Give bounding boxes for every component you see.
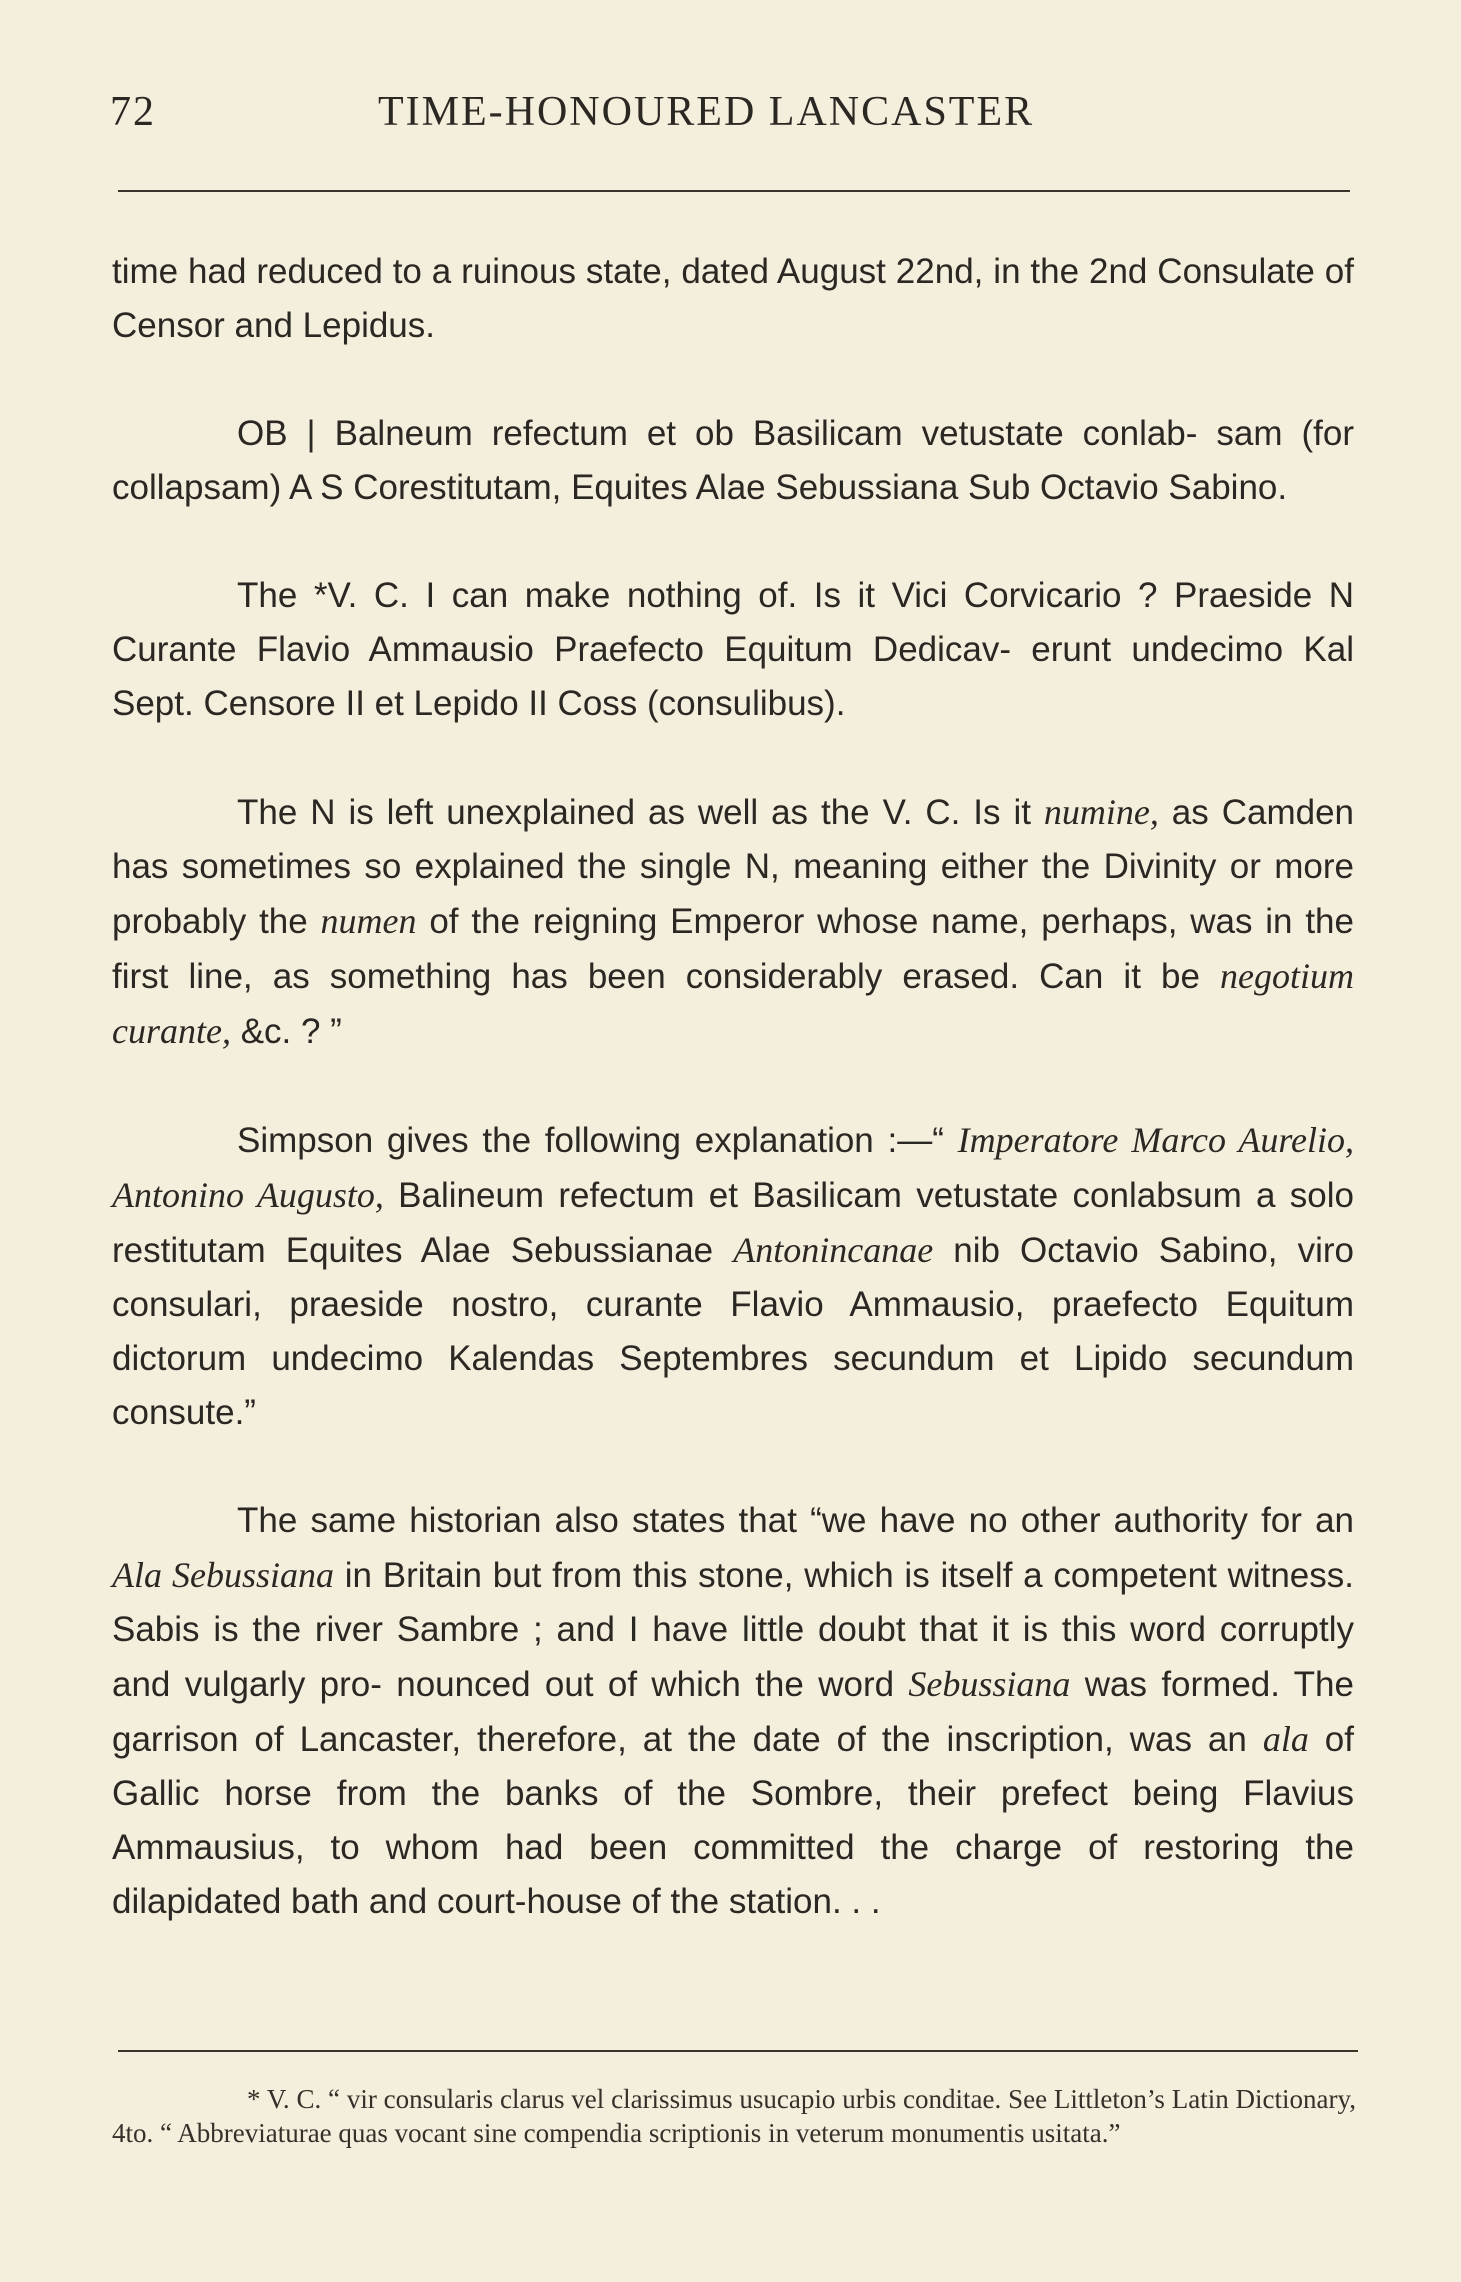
paragraph-6-text-d: of Gallic horse from the banks of the Sombre, their prefect being Flavius Ammausius, to whom had been committed the charge of restoring the dilapidated bath and court-house of the station. . . bbox=[112, 1720, 1354, 1921]
paragraph-2-text: OB | Balneum refectum et ob Basilicam vetustate conlab- sam (for collapsam) A S Corestitutam, Equites Alae Sebussiana Sub Octavio Sabino. bbox=[112, 414, 1354, 507]
header-rule bbox=[118, 190, 1350, 192]
paragraph-6 bbox=[112, 1494, 1354, 1929]
paragraph-5-text-b: Balineum refectum et Basilicam vetustate conlabsum a solo restitutam Equites Alae Sebussianae bbox=[112, 1176, 1354, 1270]
paragraph-4-text-a: The N is left unexplained as well as the V. C. Is it bbox=[237, 793, 1044, 832]
paragraph-4-text-b: as Camden has sometimes so explained the single N, meaning either the Divinity or more probably the bbox=[112, 793, 1354, 941]
running-title: TIME-HONOURED LANCASTER bbox=[378, 89, 1035, 135]
footnote bbox=[112, 2082, 1356, 2150]
paragraph-6-text-c: was formed. The garrison of Lancaster, therefore, at the date of the inscription, was an bbox=[112, 1665, 1354, 1759]
paragraph-6-italic-1: Ala Sebussiana bbox=[112, 1555, 335, 1595]
paragraph-3 bbox=[112, 569, 1354, 731]
footnote-text: * V. C. “ vir consularis clarus vel clarissimus usucapio urbis conditae. See Littleton’s Latin Dictionary, 4to. “ Abbreviaturae quas vocant sine compendia scriptionis in veterum monumentis usitata.” bbox=[112, 2084, 1356, 2148]
paragraph-4-text-d: &c. ? ” bbox=[230, 1012, 342, 1051]
paragraph-2 bbox=[112, 407, 1354, 515]
paragraph-5-italic-1: Imperatore Marco Aurelio, Antonino Augusto, bbox=[112, 1120, 1354, 1215]
paragraph-6-italic-3: ala bbox=[1262, 1719, 1309, 1759]
paragraph-5-text-a: Simpson gives the following explanation :—“ bbox=[237, 1121, 958, 1160]
paragraph-5-text-c: nib Octavio Sabino, viro consulari, praeside nostro, curante Flavio Ammausio, praefecto Equitum dictorum undecimo Kalendas Septembres secundum et Lipido secundum consute.” bbox=[112, 1231, 1354, 1432]
paragraph-3-text: The *V. C. I can make nothing of. Is it Vici Corvicario ? Praeside N Curante Flavio Ammausio Praefecto Equitum Dedicav- erunt undecimo Kal Sept. Censore II et Lepido II Coss (consulibus). bbox=[112, 576, 1354, 723]
paragraph-5 bbox=[112, 1113, 1354, 1440]
paragraph-4 bbox=[112, 785, 1354, 1059]
paragraph-6-text-a: The same historian also states that “we have no other authority for an bbox=[237, 1501, 1354, 1540]
paragraph-6-italic-2: Sebussiana bbox=[908, 1664, 1071, 1704]
footnote-rule bbox=[118, 2050, 1358, 2052]
paragraph-4-italic-3: negotium curante, bbox=[112, 956, 1354, 1051]
body-text bbox=[112, 245, 1354, 1983]
page-header bbox=[110, 88, 1355, 148]
page-number: 72 bbox=[110, 89, 156, 135]
paragraph-1-text: time had reduced to a ruinous state, dated August 22nd, in the 2nd Consulate of Censor and Lepidus. bbox=[112, 252, 1354, 345]
paragraph-4-italic-1: numine, bbox=[1043, 792, 1159, 832]
paragraph-4-text-c: of the reigning Emperor whose name, perhaps, was in the first line, as something has been considerably erased. Can it be bbox=[112, 902, 1354, 996]
paragraph-1 bbox=[112, 245, 1354, 353]
paragraph-6-text-b: in Britain but from this stone, which is itself a competent witness. Sabis is the river Sambre ; and I have little doubt that it is this word corruptly and vulgarly pro- nounced out of which the word bbox=[112, 1556, 1354, 1704]
paragraph-4-italic-2: numen bbox=[320, 901, 417, 941]
paragraph-5-italic-2: Antonincanae bbox=[733, 1230, 934, 1270]
